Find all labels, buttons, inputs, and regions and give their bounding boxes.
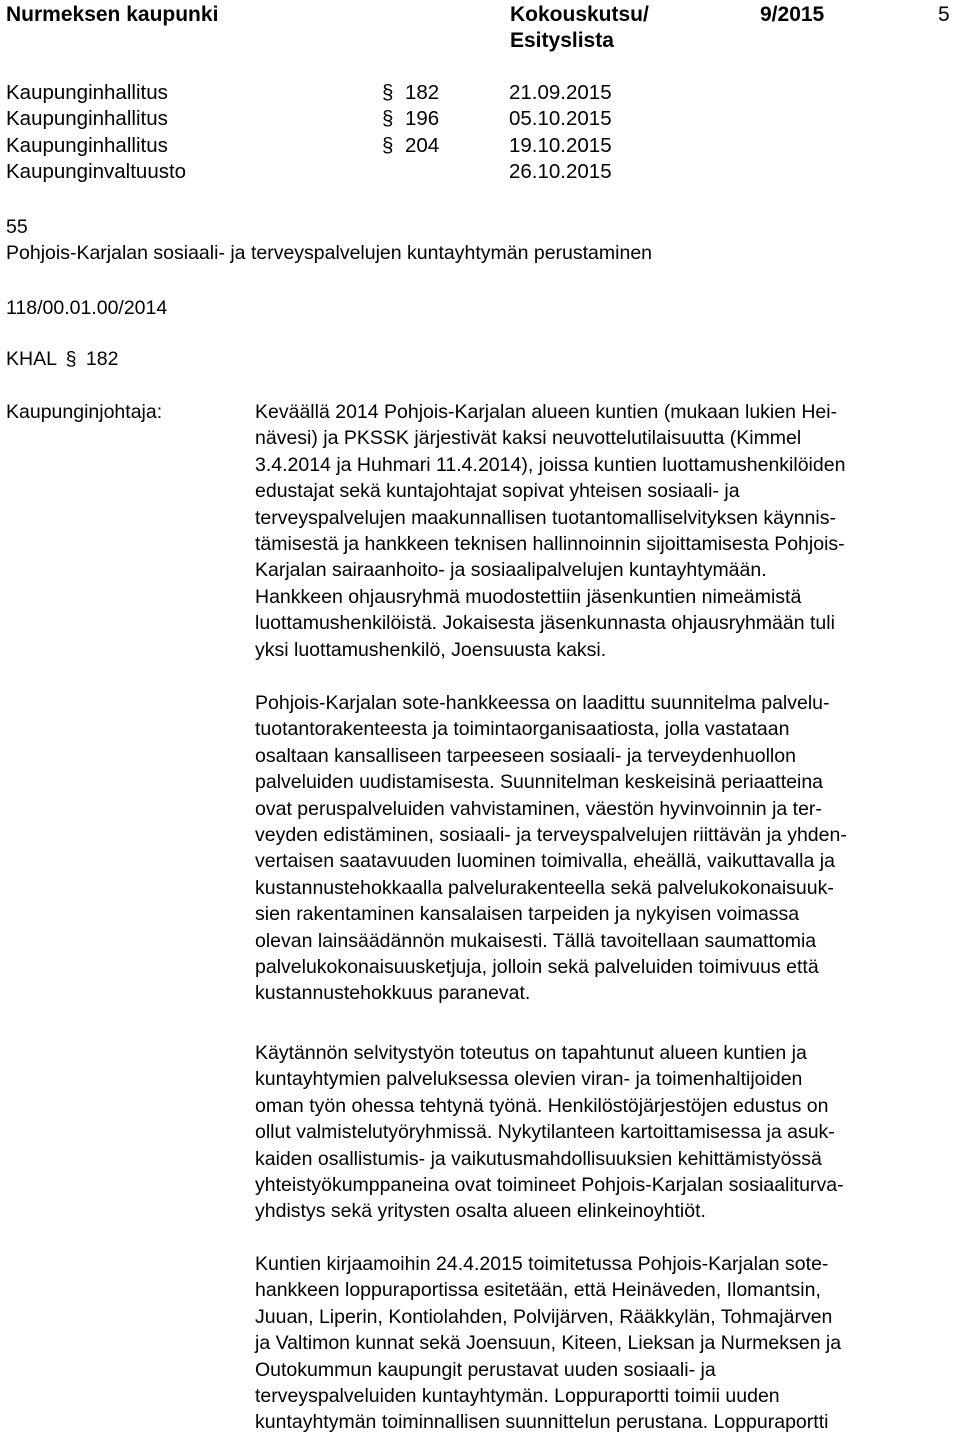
text-line: yhteistyökumppaneina ovat toimineet Pohjois-Karjalan sosiaaliturva- [255,1174,844,1197]
paragraph [255,1251,945,1436]
document-type-line2: Esityslista [510,29,614,52]
presenter-label: Kaupunginjohtaja: [6,401,163,423]
text-line: yhdistys sekä yritysten osalta alueen elinkeinoyhtiöt. [255,1200,706,1223]
text-line: ovat peruspalveluiden vahvistaminen, väestön hyvinvoinnin ja ter- [255,797,822,820]
text-line: kustannustehokkuus paranevat. [255,982,531,1005]
text-line: olevan lainsäädännön mukaisesti. Tällä tavoitellaan saumattomia [255,929,817,952]
history-date: 21.09.2015 [509,81,612,104]
history-body: Kaupunginhallitus [6,81,168,104]
history-body: Kaupunginvaltuusto [6,160,187,183]
history-date: 26.10.2015 [509,160,612,183]
history-date: 19.10.2015 [509,134,612,157]
paragraph [255,1040,945,1225]
text-line: Karjalan sairaanhoito- ja sosiaalipalvelujen kuntayhtymään. [255,559,767,582]
text-line: sien rakentaminen kansalaisen tarpeiden ja nykyisen voimassa [255,903,800,926]
text-line: Hankkeen ohjausryhmä muodostettiin jäsenkuntien nimeämistä [255,585,802,608]
text-line: Kuntien kirjaamoihin 24.4.2015 toimitetussa Pohjois-Karjalan sote- [255,1253,829,1275]
text-line: vertaisen saatavuuden luominen toimivalla, eheällä, vaikuttavalla ja [255,850,835,873]
reference-number: 118/00.01.00/2014 [6,297,168,319]
document-type: Kokouskutsu/ [510,3,649,26]
text-line: kustannustehokkaalla palvelurakenteella sekä palvelukokonaisuuk- [255,876,834,899]
text-line: yksi luottamushenkilö, Joensuusta kaksi. [255,638,607,661]
history-number: 204 [405,134,440,157]
text-line: terveyspalvelujen maakunnallisen tuotantomalliselvityksen käynnis- [255,506,836,529]
section-sign: § [382,134,394,157]
paragraph [255,690,945,1007]
section-sign: § [382,81,394,104]
item-number: 55 [6,216,28,238]
history-date: 05.10.2015 [509,107,612,130]
text-line: nävesi) ja PKSSK järjestivät kaksi neuvottelutilaisuutta (Kimmel [255,427,802,450]
text-line: Käytännön selvitystyön toteutus on tapahtunut alueen kuntien ja [255,1042,807,1064]
text-line: tämisestä ja hankkeen teknisen hallinnoinnin sijoittamisesta Pohjois- [255,533,845,556]
text-line: 3.4.2014 ja Huhmari 11.4.2014), joissa kuntien luottamushenkilöiden [255,453,846,476]
text-line: kaiden osallistumis- ja vaikutusmahdollisuuksien kehittämistyössä [255,1147,822,1170]
text-line: Juuan, Liperin, Kontiolahden, Polvijärven, Rääkkylän, Tohmajärven [255,1305,833,1328]
section-sign: § [65,348,77,370]
history-number: 196 [405,107,440,130]
issue-number: 9/2015 [760,3,825,26]
text-line: osaltaan kansalliseen tarpeeseen sosiaali- ja terveydenhuollon [255,744,796,767]
text-line: ja Valtimon kunnat sekä Joensuun, Kiteen, Lieksan ja Nurmeksen ja [255,1332,842,1355]
khal-number: 182 [85,348,119,370]
history-body: Kaupunginhallitus [6,107,168,130]
text-line: luottamushenkilöistä. Jokaisesta jäsenkunnasta ohjausryhmään tuli [255,612,835,635]
paragraph [255,399,945,663]
text-line: oman työn ohessa tehtynä työnä. Henkilöstöjärjestöjen edustus on [255,1094,829,1117]
text-line: ollut valmistelutyöryhmissä. Nykytilanteen kartoittamisessa ja asuk- [255,1121,835,1144]
text-line: Pohjois-Karjalan sote-hankkeessa on laadittu suunnitelma palvelu- [255,692,830,714]
text-line: kuntayhtymän toiminnallisen suunnittelun perustana. Loppuraportti [255,1411,829,1434]
text-line: palveluiden uudistamisesta. Suunnitelman keskeisinä periaatteina [255,771,824,794]
text-line: palvelukokonaisuusketjuja, jolloin sekä palveluiden toimivuus että [255,956,819,979]
text-line: kuntayhtymien palveluksessa olevien viran- ja toimenhaltijoiden [255,1068,803,1091]
text-line: Outokummun kaupungit perustavat uuden sosiaali- ja [255,1358,716,1381]
organization-name: Nurmeksen kaupunki [6,3,219,26]
text-line: edustajat sekä kuntajohtajat sopivat yhteisen sosiaali- ja [255,480,740,503]
text-line: terveyspalveluiden kuntayhtymän. Loppuraportti toimii uuden [255,1385,780,1408]
section-sign: § [382,107,394,130]
item-title: Pohjois-Karjalan sosiaali- ja terveyspalvelujen kuntayhtymän perustaminen [6,242,653,264]
text-line: hankkeen loppuraportissa esitetään, että Heinäveden, Ilomantsin, [255,1279,821,1302]
history-number: 182 [405,81,440,104]
history-body: Kaupunginhallitus [6,134,168,157]
page-number: 5 [938,3,950,26]
text-line: veyden edistäminen, sosiaali- ja terveyspalvelujen riittävän ja yhden- [255,824,847,847]
text-line: tuotantorakenteesta ja toimintaorganisaatiosta, jolla vastataan [255,718,790,741]
khal-reference [6,348,118,371]
khal-prefix: KHAL [6,348,57,370]
text-line: Keväällä 2014 Pohjois-Karjalan alueen kuntien (mukaan lukien Hei- [255,401,838,423]
